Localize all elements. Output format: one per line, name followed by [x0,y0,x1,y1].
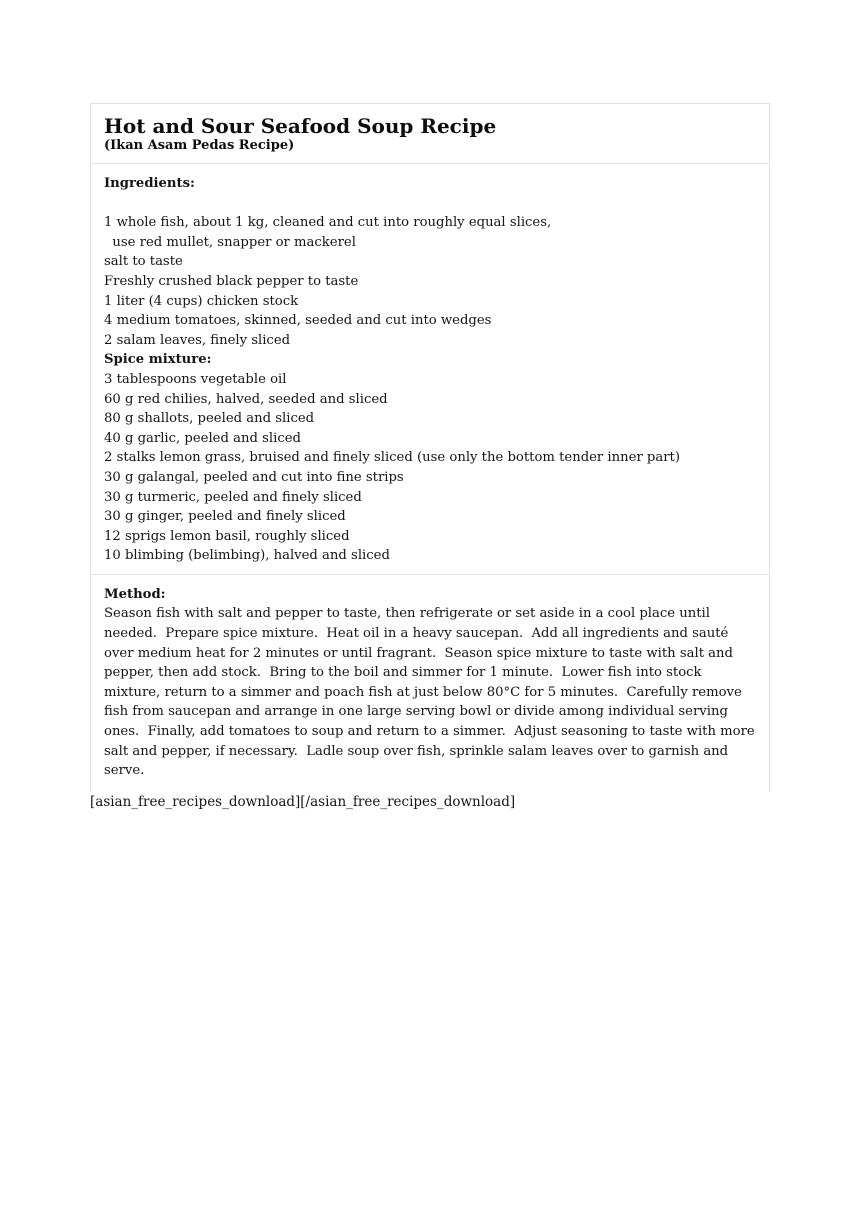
ingredients-heading: Ingredients: [104,176,195,191]
ingredient-line: salt to taste [104,254,183,270]
ingredient-line: 10 blimbing (belimbing), halved and sliced [104,548,390,564]
recipe-header [91,104,769,164]
ingredient-line: 60 g red chilies, halved, seeded and sliced [104,391,388,407]
ingredient-line: 30 g turmeric, peeled and finely sliced [104,489,362,505]
method-heading: Method: [104,586,166,602]
method-text: Season fish with salt and pepper to taste, then refrigerate or set aside in a cool place until needed. Prepare spice mixture. Heat oil in a heavy saucepan. Add all ingredients and sauté over medium heat for 2 minutes or until fragrant. Season spice mixture to taste with salt and pepper, then add stock. Bring to the boil and simmer for 1 minute. Lower fish into stock mixture, return to a simmer and poach fish at just below 80°C for 5 minutes. Carefully remove fish from saucepan and arrange in one large serving bowl or divide among individual serving ones. Finally, add tomatoes to soup and return to a simmer. Adjust seasoning to taste with more salt and pepper, if necessary. Ladle soup over fish, sprinkle salam leaves over to garnish and serve. [104,606,759,779]
ingredient-line: 4 medium tomatoes, skinned, seeded and cut into wedges [104,313,492,329]
ingredient-line: use red mullet, snapper or mackerel [104,234,356,250]
ingredient-line: 3 tablespoons vegetable oil [104,371,287,387]
recipe-title: Hot and Sour Seafood Soup Recipe [104,114,497,138]
ingredient-line: 2 salam leaves, finely sliced [104,332,291,348]
ingredient-line: 30 g galangal, peeled and cut into fine strips [104,469,404,485]
ingredients-section [91,164,769,575]
ingredient-line: 40 g garlic, peeled and sliced [104,430,301,446]
method-section [91,575,769,792]
ingredient-line: 1 liter (4 cups) chicken stock [104,293,299,309]
recipe-subtitle: (Ikan Asam Pedas Recipe) [104,138,295,153]
recipe-card [90,103,770,792]
ingredient-line: 80 g shallots, peeled and sliced [104,411,315,427]
ingredient-line: 12 sprigs lemon basil, roughly sliced [104,528,350,544]
shortcode-text: [asian_free_recipes_download][/asian_free_recipes_download] [90,794,516,810]
ingredient-list [104,213,756,566]
ingredient-line: 30 g ginger, peeled and finely sliced [104,509,346,525]
ingredient-line: 1 whole fish, about 1 kg, cleaned and cut into roughly equal slices, [104,215,552,231]
ingredient-line: Freshly crushed black pepper to taste [104,273,359,289]
ingredient-line: Spice mixture: [104,352,212,368]
ingredient-line: 2 stalks lemon grass, bruised and finely sliced (use only the bottom tender inner part) [104,450,680,466]
